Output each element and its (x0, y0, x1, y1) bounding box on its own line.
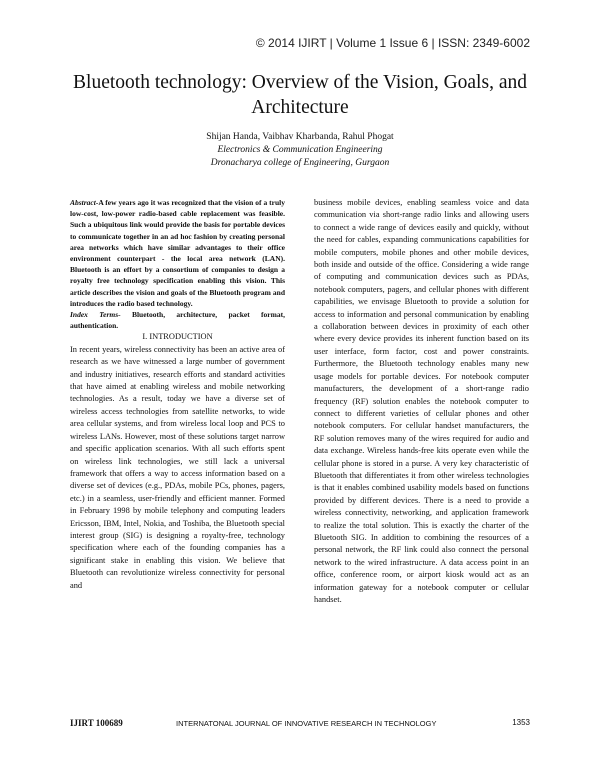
author-college: Dronacharya college of Engineering, Gurgaon (210, 158, 390, 168)
title-line-2: Architecture (251, 97, 349, 118)
abstract (70, 197, 285, 309)
right-column (314, 197, 529, 606)
author-names: Shijan Handa, Vaibhav Kharbanda, Rahul Phogat (206, 132, 394, 142)
section-heading: I. INTRODUCTION (142, 332, 213, 342)
paper-title (40, 70, 560, 120)
left-column (70, 197, 285, 592)
author-block (40, 131, 560, 170)
intro-paragraph-left: In recent years, wireless connectivity has been an active area of research as we have witnessed a large number of government and industry initiatives, research efforts and standard activities that have aimed at enabling wireless and mobile networking technologies. As a result, today we have a diverse set of wireless access technologies from satellite networks, to wide area cellular systems, and from wireless local loop and PCS to wireless LANs. However, most of these solutions target narrow and specific application scenarios. With all such efforts spent on wireless link technologies, we still lack a universal framework that offers a way to access information based on a diverse set of devices (e.g., PDAs, mobile PCs, phones, pagers, etc.) in a seamless, user-friendly and efficient manner. Formed in February 1998 by mobile telephony and computing leaders Ericsson, IBM, Intel, Nokia, and Toshiba, the Bluetooth special interest group (SIG) is designing a royalty-free, technology specification where each of the founding companies has a significant stake in enabling this vision. We believe that Bluetooth can revolutionize wireless connectivity for personal and (70, 344, 285, 590)
footer-journal-id: IJIRT 100689 (70, 718, 123, 728)
abstract-label: Abstract- (70, 198, 99, 207)
journal-header: © 2014 IJIRT | Volume 1 Issue 6 | ISSN: 2349-6002 (255, 36, 530, 50)
index-terms-text: Bluetooth, architecture, packet format, authentication. (70, 310, 285, 331)
footer-journal-name: INTERNATONAL JOURNAL OF INNOVATIVE RESEARCH IN TECHNOLOGY (176, 719, 437, 728)
author-department: Electronics & Communication Engineering (217, 145, 383, 155)
index-terms (70, 309, 285, 331)
intro-paragraph-right: business mobile devices, enabling seamless voice and data communication via short-range radio links and allowing users to connect a wide range of devices easily and quickly, without the need for cables, expanding communications capabilities for mobile computers, mobile phones and other mobile devices, both inside and outside of the office. Considering a wide range of computing and communication devices such as PDAs, notebook computers, pagers, and cellular phones with different capabilities, we envisage Bluetooth to provide a solution for access to information and personal communication by enabling a collaboration between devices in proximity of each other where every device provides its inherent function based on its user interface, form factor, cost and power constraints. Furthermore, the Bluetooth technology enables many new usage models for portable devices. For notebook computer manufacturers, the development of a short-range radio frequency (RF) solution enables the notebook computer to connect to different varieties of cellular phones and other notebook computers. For cellular handset manufacturers, the RF solution removes many of the wires required for audio and data exchange. Wireless hands-free kits operate even while the cellular phone is stored in a purse. A very key characteristic of Bluetooth that differentiates it from other wireless technologies is that it enables combined usability models based on functions provided by different devices. There is a need to provide a wireless connectivity, networking, and application framework to realize the total solution. This is exactly the charter of the Bluetooth SIG. In addition to combining the resources of a personal network, the RF link could also connect the personal network to the wired infrastructure. A data access point in an office, conference room, or airport kiosk would act as an information gateway for a notebook computer or cellular handset. (314, 198, 529, 604)
abstract-text: A few years ago it was recognized that the vision of a truly low-cost, low-power radio-based cable replacement was feasible. Such a ubiquitous link would provide the basis for portable devices to communicate together in an ad hoc fashion by creating personal area networks which have similar advantages to their office environment counterpart - the local area network (LAN). Bluetooth is an effort by a consortium of companies to design a royalty free technology specification enabling this vision. This article describes the vision and goals of the Bluetooth program and introduces the radio based technology. (70, 198, 285, 308)
title-line-1: Bluetooth technology: Overview of the Vision, Goals, and (73, 72, 527, 93)
index-terms-label: Index Terms- (70, 310, 121, 320)
page-number: 1353 (512, 718, 530, 727)
